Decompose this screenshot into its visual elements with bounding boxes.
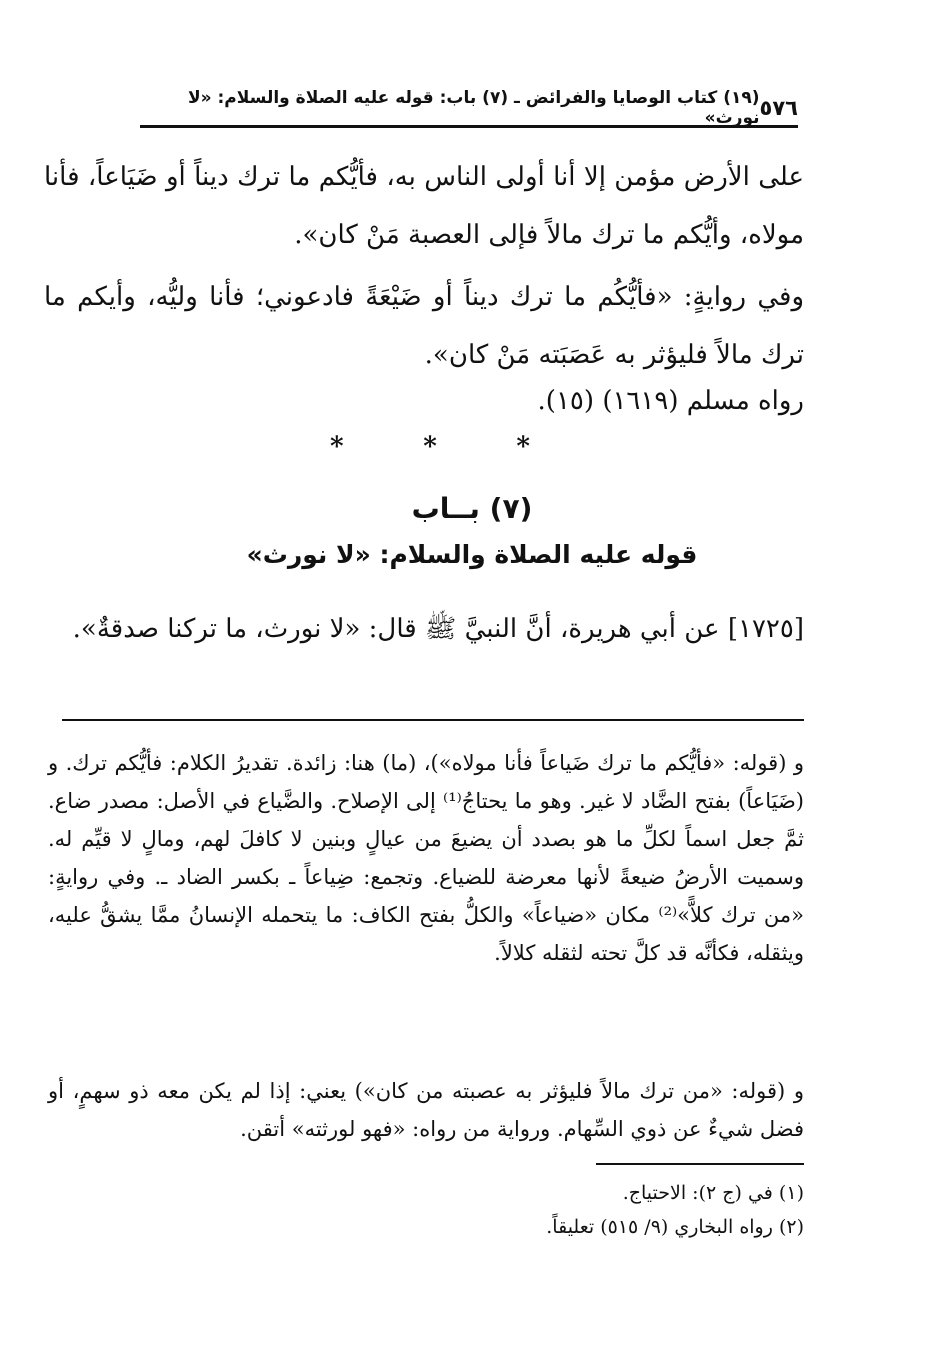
separator-star: *: [516, 432, 530, 462]
separator-star: *: [330, 432, 344, 462]
page-number: ٥٧٦: [759, 96, 798, 120]
separator-star: *: [423, 432, 437, 462]
footnote-1: (١) في (ج ٢): الاحتياج.: [622, 1182, 804, 1204]
commentary-rule: [62, 719, 804, 721]
main-paragraph-3: رواه مسلم (١٦١٩) (١٥).: [537, 386, 804, 416]
chapter-number: (٧) بــاب: [411, 492, 533, 525]
running-header: [140, 88, 798, 128]
running-title: (١٩) كتاب الوصايا والفرائض ـ (٧) باب: قوله عليه الصلاة والسلام: «لا نورث»: [187, 88, 760, 128]
hadith-text: [١٧٢٥] عن أبي هريرة، أنَّ النبيَّ ﷺ قال: «لا نورث، ما تركنا صدقةٌ».: [72, 614, 804, 644]
main-paragraph-2: وفي روايةٍ: «فأيُّكُم ما ترك ديناً أو ضَيْعَةً فادعوني؛ فأنا وليُّه، وأيكم ما ترك مالاً فليؤثر به عَصَبَته مَنْ كان».: [44, 282, 804, 370]
main-paragraph-1: على الأرض مؤمن إلا أنا أولى الناس به، فأيُّكم ما ترك ديناً أو ضَيَاعاً، فأنا مولاه، وأيُّكم ما ترك مالاً فإلى العصبة مَنْ كان».: [44, 162, 804, 250]
header-rule: [140, 125, 798, 128]
commentary-paragraph-2: و (قوله: «من ترك مالاً فليؤثر به عصبته من كان») يعني: إذا لم يكن معه ذو سهمٍ، أو فضل شيءٌ عن ذوي السِّهام. ورواية من رواه: «فهو لورثته» أتقن.: [48, 1079, 804, 1141]
chapter-title: قوله عليه الصلاة والسلام: «لا نورث»: [246, 540, 698, 569]
section-separator: [330, 432, 530, 472]
commentary-paragraph-1: و (قوله: «فأيُّكم ما ترك ضَياعاً فأنا مولاه»)، (ما) هنا: زائدة. تقديرُ الكلام: فأيُّكم ترك. و (ضَيَاعاً) بفتح الضَّاد لا غير. وهو ما يحتاجُ⁽¹⁾ إلى الإصلاح. والضَّياع في الأصل: مصدر ضاع. ثمَّ جعل اسماً لكلِّ ما هو بصدد أن يضيعَ من عيالٍ وبنين لا كافلَ لهم، ومالٍ لا قيِّم له. وسميت الأرضُ ضيعةً لأنها معرضة للضياع. وتجمع: ضِياعاً ـ بكسر الضاد ـ. وفي روايةٍ: «من ترك كلاًّ»⁽²⁾ مكان «ضياعاً» والكلُّ بفتح الكاف: ما يتحمله الإنسانُ ممَّا يشقُّ عليه، ويثقله، فكأنَّه قد كلَّ تحته لثقله كلالاً.: [48, 751, 804, 965]
footnote-2: (٢) رواه البخاري (٩/ ٥١٥) تعليقاً.: [546, 1216, 804, 1238]
footnote-rule: [596, 1163, 804, 1165]
